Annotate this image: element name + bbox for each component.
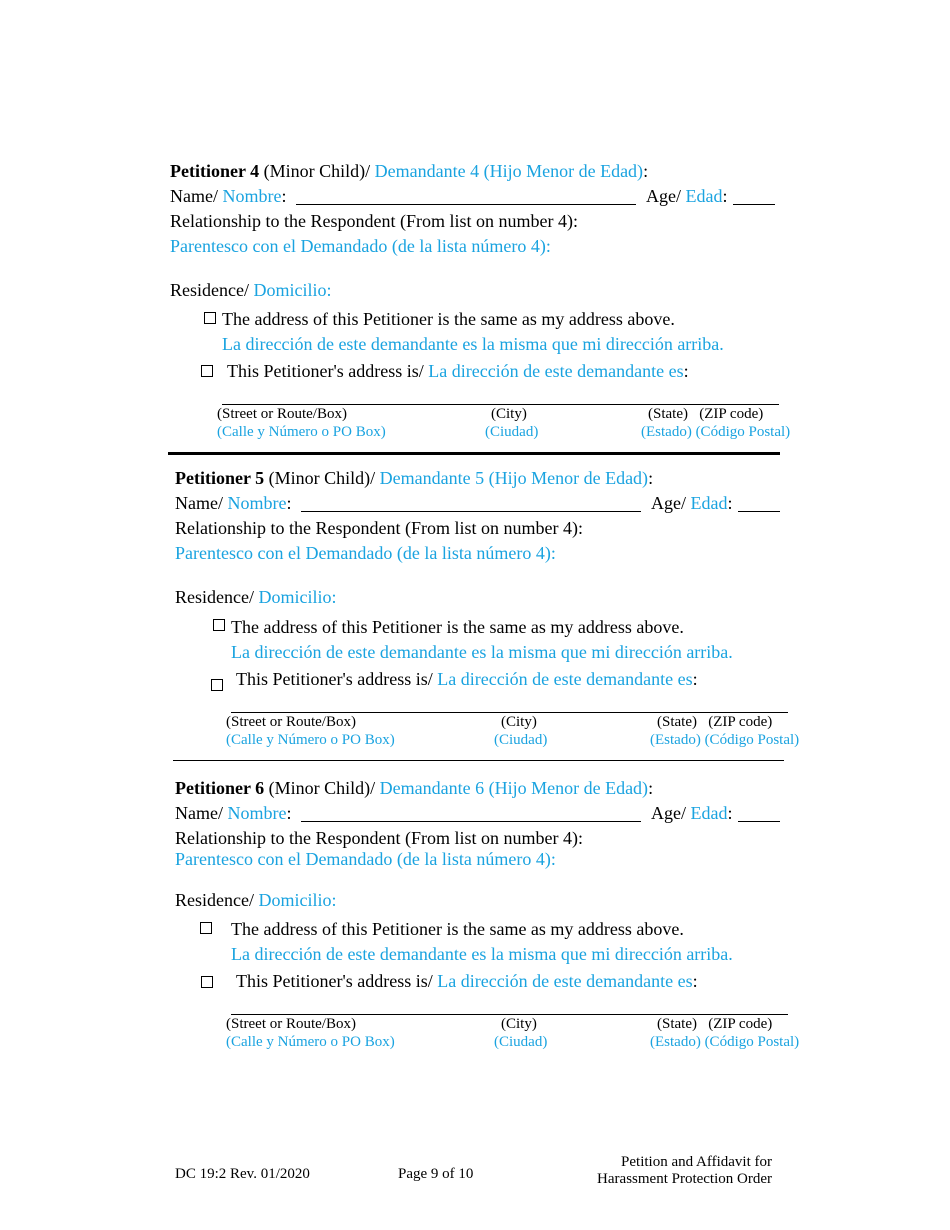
relationship-label-es: Parentesco con el Demandado (de la lista número 4): [170, 236, 551, 256]
name-label-es: Nombre [227, 803, 287, 823]
residence-en: Residence/ [170, 280, 249, 300]
form-title-line2: Harassment Protection Order [597, 1171, 772, 1187]
colon: : [648, 468, 654, 488]
city-label: (City) [501, 714, 537, 730]
form-title-line1: Petition and Affidavit for [621, 1154, 772, 1170]
same-address-label: The address of this Petitioner is the same as my address above. [222, 309, 675, 329]
same-address-checkbox[interactable] [213, 619, 225, 631]
section-divider [168, 452, 780, 455]
age-input[interactable] [738, 821, 780, 822]
age-row: Age/ Edad: [651, 803, 733, 823]
residence-es: Domicilio: [258, 890, 337, 910]
residence-es: Domicilio: [253, 280, 332, 300]
name-label: Name/ [175, 803, 223, 823]
colon: : [643, 161, 649, 181]
same-address-label-es: La dirección de este demandante es la misma que mi dirección arriba. [231, 642, 733, 662]
same-address-label-es: La dirección de este demandante es la misma que mi dirección arriba. [231, 944, 733, 964]
age-row: Age/ Edad: [646, 186, 728, 206]
spanish-title: Demandante 6 (Hijo Menor de Edad) [379, 778, 649, 798]
petitioner-label: Petitioner 6 [175, 778, 265, 798]
state-zip-label: (State) (ZIP code) [657, 1016, 773, 1032]
state-zip-label: (State) (ZIP code) [648, 406, 764, 422]
residence-label [170, 279, 331, 301]
form-id: DC 19:2 Rev. 01/2020 [175, 1166, 310, 1182]
residence-en: Residence/ [175, 587, 254, 607]
spanish-title: Demandante 5 (Hijo Menor de Edad) [379, 468, 649, 488]
relationship-label: Relationship to the Respondent (From list on number 4): [175, 828, 583, 848]
age-label-es: Edad [690, 803, 728, 823]
residence-en: Residence/ [175, 890, 254, 910]
age-label: Age/ [646, 186, 681, 206]
residence-label [175, 889, 336, 911]
page-number: Page 9 of 10 [398, 1166, 474, 1182]
street-label-es: (Calle y Número o PO Box) [226, 1034, 395, 1050]
same-address-checkbox[interactable] [200, 922, 212, 934]
address-is-en: This Petitioner's address is/ [236, 971, 433, 991]
age-label-es: Edad [685, 186, 723, 206]
age-input[interactable] [733, 204, 775, 205]
age-row: Age/ Edad: [651, 493, 733, 513]
petitioner-label: Petitioner 5 [175, 468, 265, 488]
name-label-es: Nombre [222, 186, 282, 206]
state-zip-label-es: (Estado) (Código Postal) [650, 1034, 800, 1050]
age-label-es: Edad [690, 493, 728, 513]
name-label-es: Nombre [227, 493, 287, 513]
name-row: Name/ Nombre: [170, 186, 287, 206]
other-address-checkbox[interactable] [201, 976, 213, 988]
other-address-label: This Petitioner's address is/ La dirección de este demandante es: [236, 971, 698, 991]
city-label: (City) [491, 406, 527, 422]
name-input[interactable] [296, 204, 636, 205]
same-address-checkbox[interactable] [204, 312, 216, 324]
same-address-label: The address of this Petitioner is the same as my address above. [231, 919, 684, 939]
section-divider [173, 760, 784, 761]
state-zip-label-es: (Estado) (Código Postal) [650, 732, 800, 748]
relationship-label: Relationship to the Respondent (From list on number 4): [175, 518, 583, 538]
minor-child-label: (Minor Child)/ [263, 161, 371, 181]
residence-label [175, 586, 336, 608]
other-address-checkbox[interactable] [211, 679, 223, 691]
city-label-es: (Ciudad) [494, 1034, 548, 1050]
address-is-en: This Petitioner's address is/ [236, 669, 433, 689]
name-input[interactable] [301, 511, 641, 512]
address-is-en: This Petitioner's address is/ [227, 361, 424, 381]
address-is-es: La dirección de este demandante es [437, 669, 693, 689]
age-input[interactable] [738, 511, 780, 512]
minor-child-label: (Minor Child)/ [268, 468, 376, 488]
same-address-label-es: La dirección de este demandante es la misma que mi dirección arriba. [222, 334, 724, 354]
spanish-title: Demandante 4 (Hijo Menor de Edad) [374, 161, 644, 181]
petitioner-label: Petitioner 4 [170, 161, 260, 181]
other-address-label: This Petitioner's address is/ La dirección de este demandante es: [236, 669, 698, 689]
name-label: Name/ [175, 493, 223, 513]
city-label-es: (Ciudad) [494, 732, 548, 748]
city-label: (City) [501, 1016, 537, 1032]
name-label: Name/ [170, 186, 218, 206]
name-row: Name/ Nombre: [175, 803, 292, 823]
street-label-es: (Calle y Número o PO Box) [217, 424, 386, 440]
minor-child-label: (Minor Child)/ [268, 778, 376, 798]
petitioner-4-heading [170, 160, 648, 182]
street-label-es: (Calle y Número o PO Box) [226, 732, 395, 748]
state-zip-label: (State) (ZIP code) [657, 714, 773, 730]
address-is-es: La dirección de este demandante es [437, 971, 693, 991]
age-label: Age/ [651, 803, 686, 823]
city-label-es: (Ciudad) [485, 424, 539, 440]
colon: : [648, 778, 654, 798]
address-is-es: La dirección de este demandante es [428, 361, 684, 381]
petitioner-5-heading [175, 467, 653, 489]
state-zip-label-es: (Estado) (Código Postal) [641, 424, 791, 440]
relationship-label-es: Parentesco con el Demandado (de la lista número 4): [175, 543, 556, 563]
street-label: (Street or Route/Box) [226, 714, 356, 730]
name-row: Name/ Nombre: [175, 493, 292, 513]
other-address-label: This Petitioner's address is/ La dirección de este demandante es: [227, 361, 689, 381]
name-input[interactable] [301, 821, 641, 822]
residence-es: Domicilio: [258, 587, 337, 607]
street-label: (Street or Route/Box) [217, 406, 347, 422]
same-address-label: The address of this Petitioner is the same as my address above. [231, 617, 684, 637]
petitioner-6-heading [175, 777, 653, 799]
street-label: (Street or Route/Box) [226, 1016, 356, 1032]
age-label: Age/ [651, 493, 686, 513]
relationship-label-es: Parentesco con el Demandado (de la lista número 4): [175, 849, 556, 869]
relationship-label: Relationship to the Respondent (From list on number 4): [170, 211, 578, 231]
other-address-checkbox[interactable] [201, 365, 213, 377]
